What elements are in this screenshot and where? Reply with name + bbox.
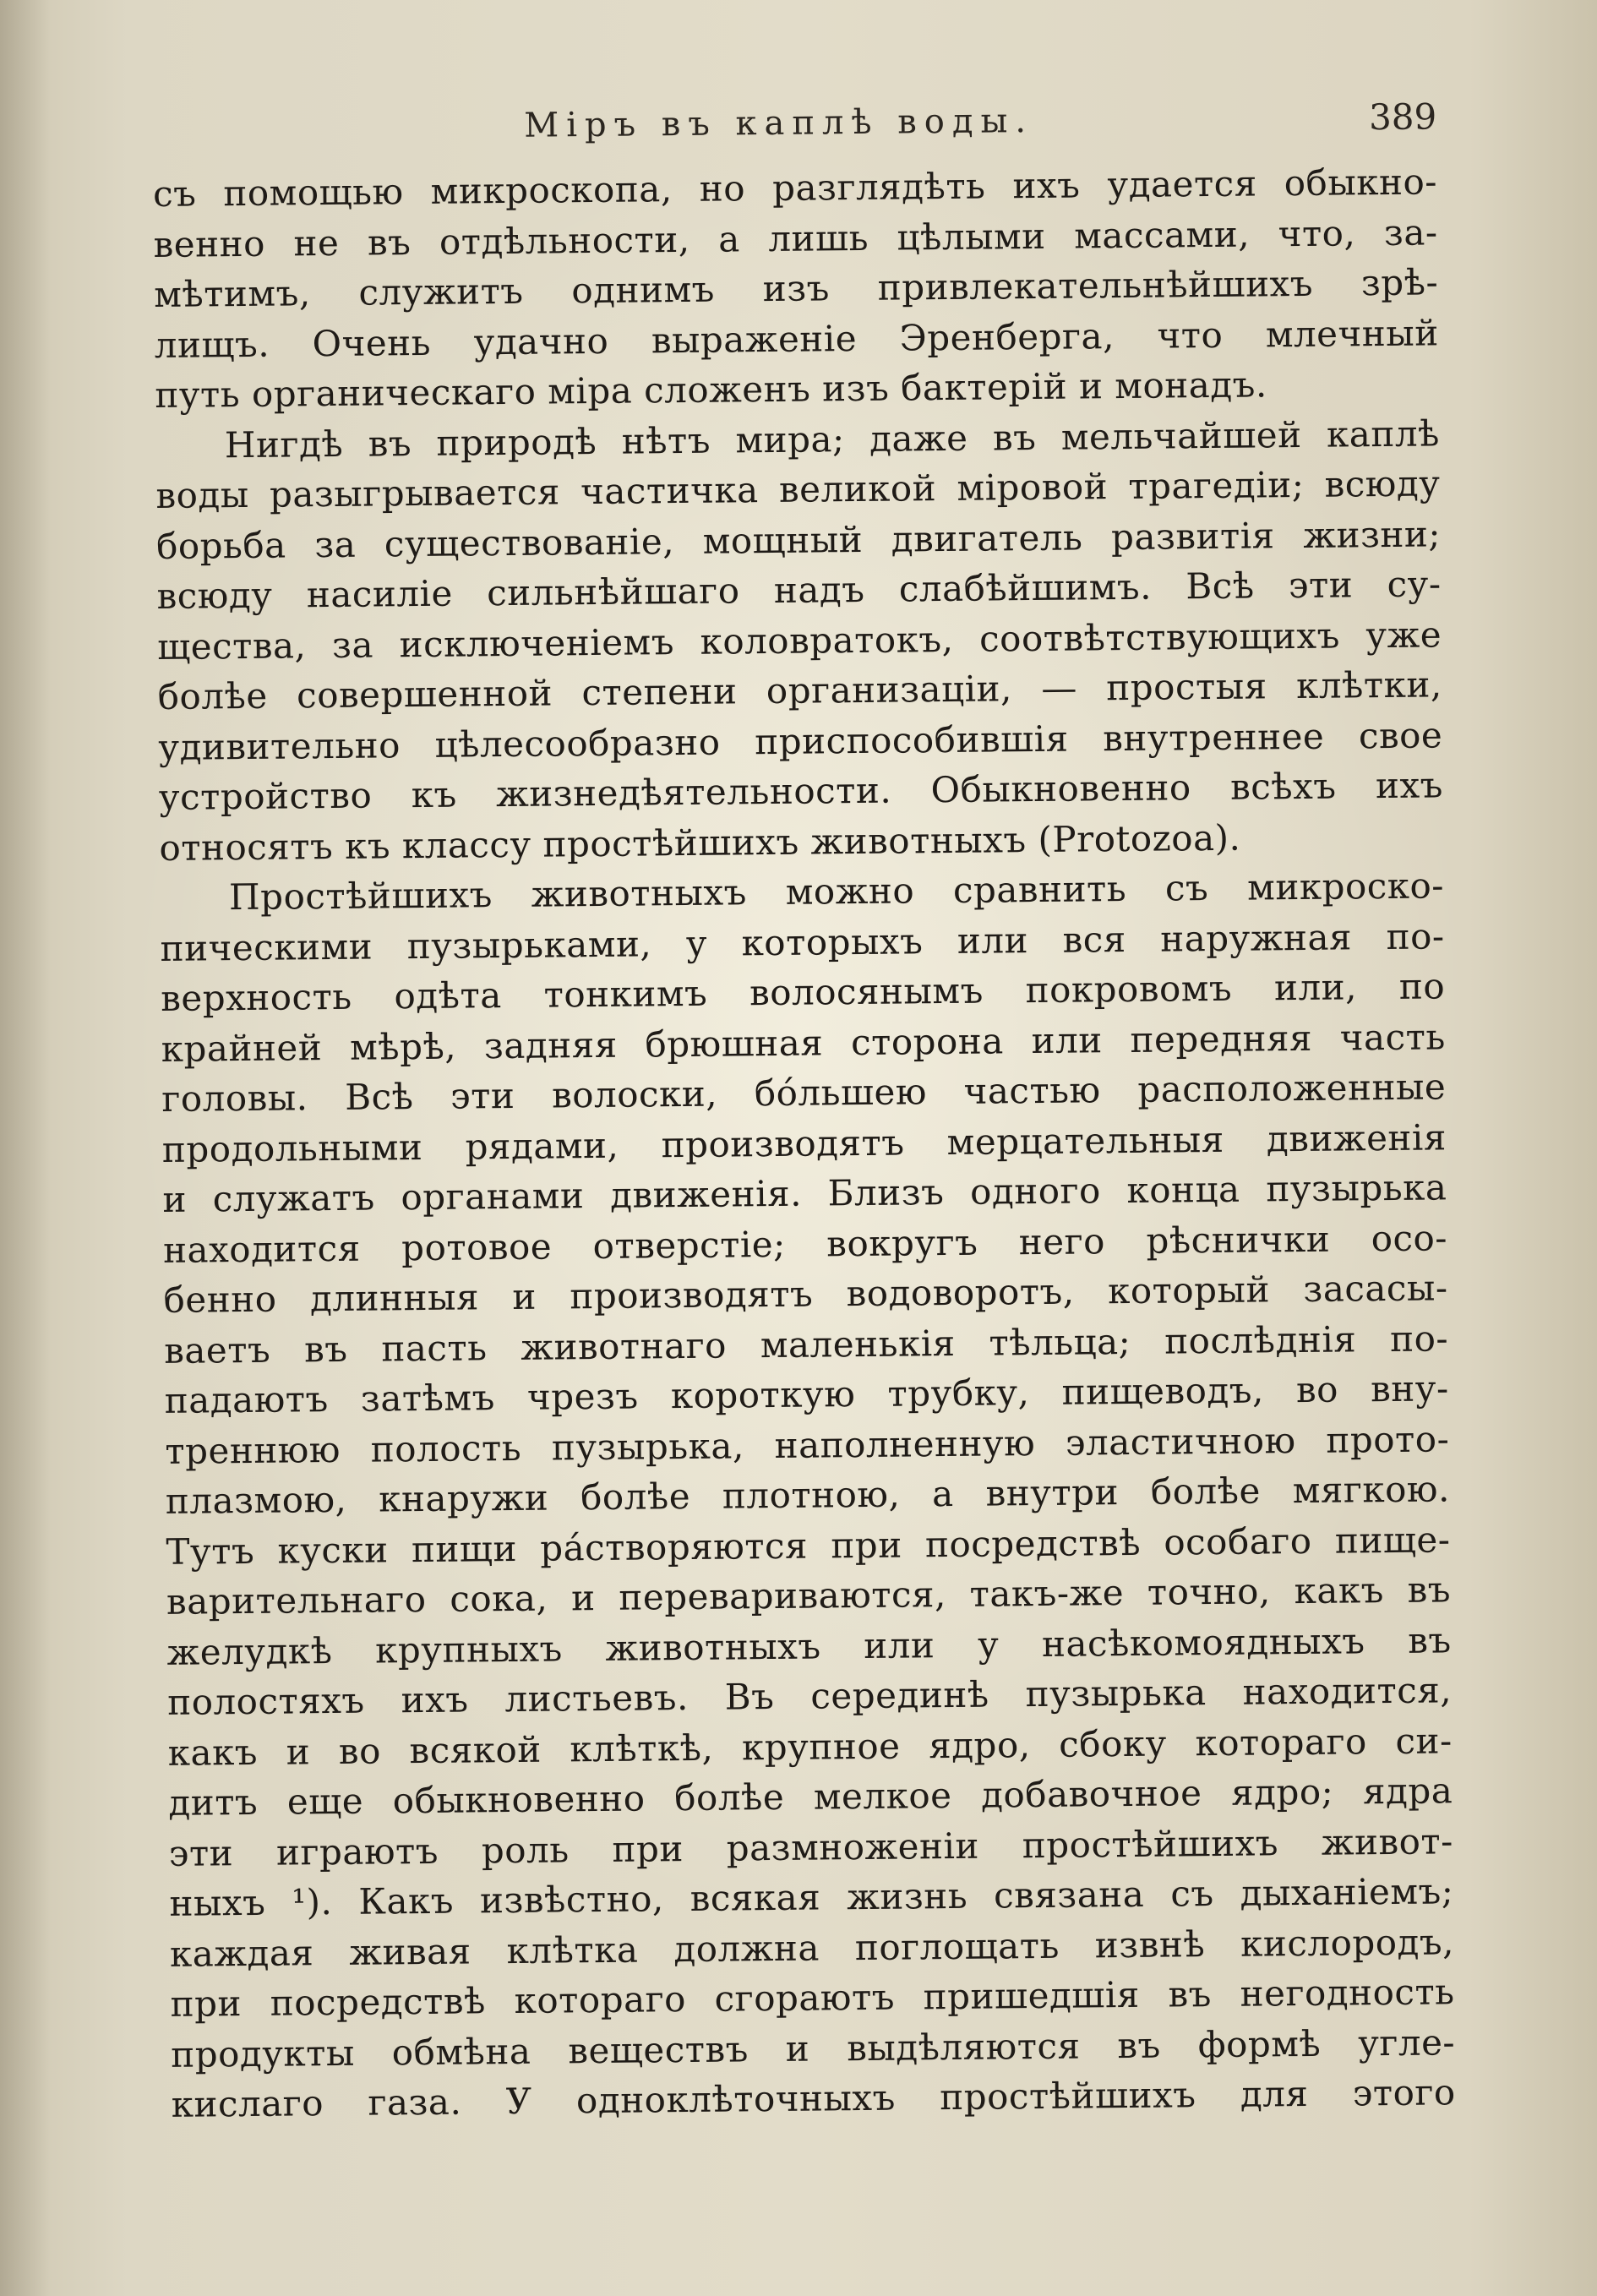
text-line: Простѣйшихъ животныхъ можно сравнить съ микроско- <box>228 864 1445 919</box>
text-line: находится ротовое отверстіе; вокругъ него рѣснички осо- <box>162 1216 1448 1271</box>
body-text <box>153 156 1456 2130</box>
running-title: Міръ въ каплѣ воды. <box>524 101 1034 145</box>
page-content <box>152 89 1456 2130</box>
text-line: верхность одѣта тонкимъ волосянымъ покровомъ или, по <box>160 965 1446 1019</box>
text-line: болѣе совершенной степени организаціи, — простыя клѣтки, <box>157 663 1442 717</box>
text-line: каждая живая клѣтка должна поглощать извнѣ кислородъ, <box>169 1920 1455 1975</box>
text-line: какъ и во всякой клѣткѣ, крупное ядро, сбоку котораго си- <box>167 1719 1453 1774</box>
text-line: треннюю полость пузырька, наполненную эластичною прото- <box>165 1417 1450 1472</box>
text-line: продольными рядами, производятъ мерцательныя движенія <box>161 1115 1447 1170</box>
text-line: и служатъ органами движенія. Близъ одного конца пузырька <box>162 1166 1447 1220</box>
text-line: ныхъ ¹). Какъ извѣстно, всякая жизнь связана съ дыханіемъ; <box>169 1870 1454 1924</box>
text-line: продукты обмѣна веществъ и выдѣляются въ формѣ угле- <box>170 2021 1456 2075</box>
text-line: головы. Всѣ эти волоски, бо́льшею частью расположенные <box>161 1066 1447 1120</box>
page-edge-shadow <box>0 0 51 2296</box>
text-line: пическими пузырьками, у которыхъ или вся наружная по- <box>160 914 1445 969</box>
text-line: полостяхъ ихъ листьевъ. Въ серединѣ пузырька находится, <box>166 1669 1453 1723</box>
text-line: Нигдѣ въ природѣ нѣтъ мира; даже въ мельчайшей каплѣ <box>224 412 1441 466</box>
text-line: плазмою, кнаружи болѣе плотною, а внутри болѣе мягкою. <box>165 1468 1451 1522</box>
text-line: съ помощью микроскопа, но разглядѣть ихъ удается обыкно- <box>152 161 1438 215</box>
text-line: всюду насиліе сильнѣйшаго надъ слабѣйшимъ. Всѣ эти су- <box>156 563 1442 617</box>
text-line: падаютъ затѣмъ чрезъ короткую трубку, пищеводъ, во вну- <box>164 1367 1449 1421</box>
text-line: крайней мѣрѣ, задняя брюшная сторона или передняя часть <box>161 1015 1446 1070</box>
text-line: воды разыгрывается частичка великой міровой трагедіи; всюду <box>155 462 1441 516</box>
page-number: 389 <box>1368 95 1437 139</box>
running-header <box>152 89 1437 169</box>
text-line: мѣтимъ, служитъ однимъ изъ привлекательнѣйшихъ зрѣ- <box>153 261 1439 315</box>
text-line: венно не въ отдѣльности, а лишь цѣлыми массами, что, за- <box>153 210 1438 265</box>
text-line: при посредствѣ котораго сгораютъ пришедшія въ негодность <box>170 1971 1455 2025</box>
text-line: дитъ еще обыкновенно болѣе мелкое добавочное ядро; ядра <box>168 1770 1453 1824</box>
text-line: лищъ. Очень удачно выраженіе Эренберга, что млечный <box>154 311 1439 366</box>
text-line: щества, за исключеніемъ коловратокъ, соотвѣтствующихъ уже <box>156 613 1442 668</box>
text-line: кислаго газа. У одноклѣточныхъ простѣйшихъ для этого <box>171 2071 1456 2125</box>
text-line: ваетъ въ пасть животнаго маленькія тѣльца; послѣднія по- <box>163 1317 1449 1372</box>
text-line: бенно длинныя и производятъ водоворотъ, который засасы- <box>163 1267 1448 1321</box>
text-line: устройство къ жизнедѣятельности. Обыкновенно всѣхъ ихъ <box>158 764 1444 818</box>
text-line: относятъ къ классу простѣйшихъ животныхъ (Protozoa). <box>159 816 1241 869</box>
text-line: варительнаго сока, и перевариваются, такъ-же точно, какъ въ <box>166 1568 1452 1622</box>
text-line: желудкѣ крупныхъ животныхъ или у насѣкомоядныхъ въ <box>166 1618 1452 1673</box>
text-line: эти играютъ роль при размноженіи простѣйшихъ живот- <box>168 1819 1454 1874</box>
text-line: борьба за существованіе, мощный двигатель развитія жизни; <box>155 512 1442 567</box>
text-line: путь органическаго міра сложенъ изъ бактерій и монадъ. <box>155 363 1267 416</box>
text-line: удивительно цѣлесообразно приспособившія внутреннее свое <box>158 713 1443 768</box>
text-line: Тутъ куски пищи ра́створяются при посредствѣ особаго пище- <box>166 1518 1451 1573</box>
